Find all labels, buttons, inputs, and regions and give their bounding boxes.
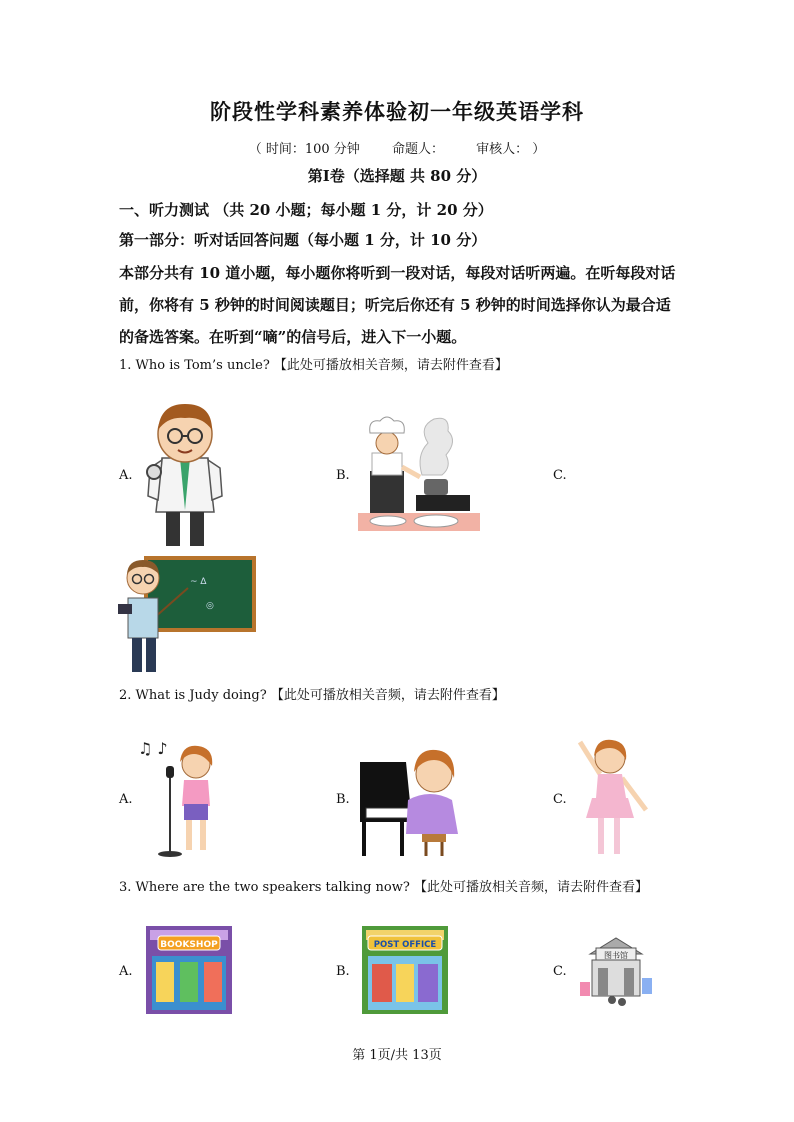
option-c[interactable]: C.	[553, 792, 567, 807]
svg-text:♫ ♪: ♫ ♪	[138, 739, 168, 758]
singing-girl-picture	[138, 736, 230, 860]
page-footer: 第 1页/共 13页	[352, 1048, 442, 1063]
option-c[interactable]: C.	[553, 964, 567, 979]
post-office-sign: POST OFFICE	[373, 940, 437, 950]
dancing-girl-picture	[570, 734, 654, 860]
svg-text:~ ∆: ~ ∆	[190, 577, 207, 587]
question-1: 1. Who is Tom’s uncle? 【此处可播放相关音频，请去附件查看】	[119, 358, 508, 373]
library-sign: 图书馆	[604, 951, 628, 960]
teacher-picture	[110, 554, 256, 674]
option-a[interactable]: A.	[119, 468, 133, 483]
bookshop-picture	[146, 926, 232, 1014]
post-office-picture	[362, 926, 448, 1014]
question-2: 2. What is Judy doing? 【此处可播放相关音频，请去附件查看】	[119, 688, 505, 703]
bookshop-sign: BOOKSHOP	[160, 940, 218, 950]
chef-picture	[358, 415, 482, 533]
option-a[interactable]: A.	[119, 792, 133, 807]
option-b[interactable]: B.	[336, 468, 350, 483]
option-b[interactable]: B.	[336, 964, 350, 979]
part-heading: 第一部分：听对话回答问题（每小题 1 分，计 10 分）	[119, 231, 487, 249]
exam-info	[0, 138, 794, 157]
exam-time: （ 时间：100 分钟	[248, 142, 360, 157]
volume-heading: 第Ⅰ卷（选择题 共 80 分）	[307, 167, 487, 185]
option-a[interactable]: A.	[119, 964, 133, 979]
library-picture	[576, 930, 656, 1010]
option-b[interactable]: B.	[336, 792, 350, 807]
section-heading: 一、听力测试 （共 20 小题；每小题 1 分，计 20 分）	[119, 201, 493, 219]
exam-author: 命题人：	[391, 142, 444, 157]
piano-girl-picture	[356, 738, 468, 860]
doctor-picture	[140, 400, 230, 548]
question-3: 3. Where are the two speakers talking now? 【此处可播放相关音频，请去附件查看】	[119, 880, 648, 895]
instructions: 本部分共有 10 道小题，每小题你将听到一段对话，每段对话听两遍。在听每段对话前，你将有 5 秒钟的时间阅读题目；听完后你还有 5 秒钟的时间选择你认为最合适的备选答案。在听到“嘀”的信号后，进入下一小题。	[119, 264, 676, 346]
svg-text:◎: ◎	[206, 601, 214, 611]
page-title: 阶段性学科素养体验初一年级英语学科	[210, 99, 584, 124]
exam-reviewer: 审核人： ）	[476, 142, 546, 157]
option-c[interactable]: C.	[553, 468, 567, 483]
